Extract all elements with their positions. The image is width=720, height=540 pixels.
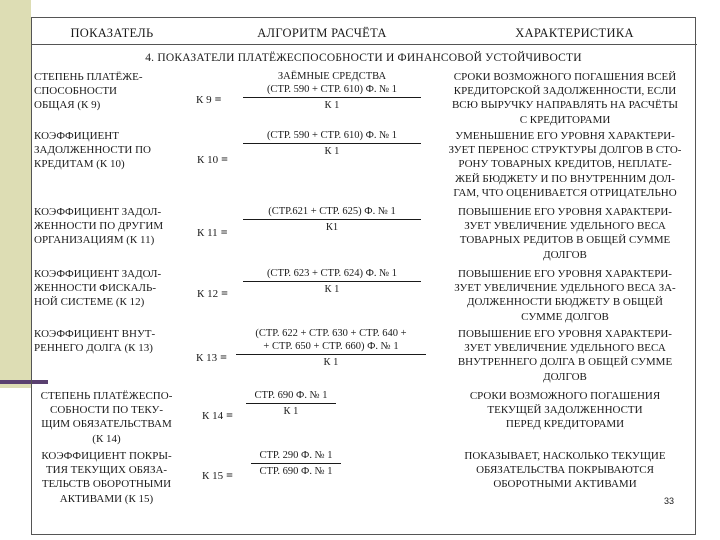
formula-code-label: К 11 [197,227,218,239]
characteristic-line: ГАМ, ЧТО ОЦЕНИВАЕТСЯ ОТРИЦАТЕЛЬНО [453,186,677,199]
numerator-line: (СТР. 590 + СТР. 610) Ф. № 1 [266,130,398,141]
equals-sign: = [220,350,227,364]
characteristic-line: СРОКИ ВОЗМОЖНОГО ПОГАШЕНИЯ ВСЕЙ [453,71,677,83]
indicator-name-line: СТЕПЕНЬ ПЛАТЁЖЕ- [34,71,143,83]
formula-code-label: К 13 [196,352,218,364]
equals-sign: = [221,152,228,166]
formula-numerator [251,449,341,464]
characteristic-line: ВСЮ ВЫРУЧКУ НАПРАВЛЯТЬ НА РАСЧЁТЫ [451,99,679,112]
header-indicator: ПОКАЗАТЕЛЬ [70,25,154,40]
header-divider [32,44,697,45]
formula-fraction [243,267,421,296]
numerator-line: (СТР.621 + СТР. 625) Ф. № 1 [268,206,396,217]
formula-numerator [243,205,421,220]
numerator-line: СТР. 290 Ф. № 1 [259,450,333,461]
indicator-name-line: РЕННЕГО ДОЛГА (К 13) [34,342,153,355]
formula-code [197,152,228,167]
indicator-name-line: КОЭФФИЦИЕНТ ЗАДОЛ- [34,268,162,280]
numerator-line: (СТР. 590 + СТР. 610) Ф. № 1 [266,84,398,95]
numerator-line: СТР. 690 Ф. № 1 [254,390,328,401]
indicator-name-line: ТЕЛЬСТВ ОБОРОТНЫМИ [41,478,172,491]
header-algorithm: АЛГОРИТМ РАСЧЁТА [257,25,387,40]
indicator-name-line: (К 14) [92,432,121,445]
characteristic-line: ОБЯЗАТЕЛЬСТВА ПОКРЫВАЮТСЯ [476,464,654,477]
characteristic-line: ОБОРОТНЫМИ АКТИВАМИ [493,478,637,491]
formula-code [197,286,228,301]
formula-code [202,468,233,483]
formula-fraction [243,205,421,234]
page-number: 33 [664,496,675,506]
characteristic-text [431,129,699,200]
characteristic-line: ЗУЕТ ПЕРЕНОС СТРУКТУРЫ ДОЛГОВ В СТО- [448,144,682,157]
formula-numerator [236,327,426,355]
characteristic-line: УМЕНЬШЕНИЕ ЕГО УРОВНЯ ХАРАКТЕРИ- [455,130,675,142]
characteristic-line: ПОКАЗЫВАЕТ, НАСКОЛЬКО ТЕКУЩИЕ [464,450,666,462]
formula-denominator: К 1 [324,100,340,111]
characteristic-line: С КРЕДИТОРАМИ [519,113,611,126]
characteristic-line: ЗУЕТ УВЕЛИЧЕНИЕ УДЕЛЬНОГО ВЕСА ЗА- [454,282,676,295]
characteristic-line: ЗУЕТ УВЕЛИЧЕНИЕ УДЕЛЬНОГО ВЕСА [464,342,666,355]
formula-numerator [243,267,421,282]
indicator-name-line: КОЭФФИЦИЕНТ [34,130,119,142]
formula-code-label: К 9 [196,94,212,106]
formula-code-label: К 10 [197,154,219,166]
numerator-line: + СТР. 650 + СТР. 660) Ф. № 1 [263,341,399,352]
formula-denominator: К 1 [283,406,299,417]
formula-denominator: СТР. 690 Ф. № 1 [259,466,333,477]
formula-fraction [246,389,336,418]
formula-numerator [243,129,421,144]
formula-fraction [251,449,341,478]
characteristic-line: ЗУЕТ УВЕЛИЧЕНИЕ УДЕЛЬНОГО ВЕСА [464,220,666,233]
indicator-name-line: ЩИМ ОБЯЗАТЕЛЬСТВАМ [41,418,172,431]
formula-fraction [243,129,421,158]
numerator-line: ЗАЁМНЫЕ СРЕДСТВА [277,71,387,82]
formula-code-label: К 15 [202,470,224,482]
indicator-name [34,205,179,248]
characteristic-line: ЖЕЙ БЮДЖЕТУ И ПО ВНУТРЕННИМ ДОЛ- [455,172,675,185]
equals-sign: = [214,92,222,106]
formula-denominator: К 1 [323,357,339,368]
indicator-name-line: КОЭФФИЦИЕНТ ПОКРЫ- [41,450,172,462]
formula-code [197,225,228,240]
left-accent-bar [0,0,31,388]
equals-sign: = [220,225,228,239]
characteristic-line: СРОКИ ВОЗМОЖНОГО ПОГАШЕНИЯ [469,390,661,402]
formula-fraction [243,70,421,112]
indicator-name [34,129,179,172]
characteristic-line: ДОЛГОВ [543,370,587,383]
characteristic-line: РОНУ ТОВАРНЫХ КРЕДИТОВ, НЕПЛАТЕ- [458,158,672,171]
characteristic-line: СУММЕ ДОЛГОВ [521,310,609,323]
characteristic-text [431,205,699,262]
indicator-name-line: КРЕДИТАМ (К 10) [34,158,125,171]
characteristic-line: ПОВЫШЕНИЕ ЕГО УРОВНЯ ХАРАКТЕРИ- [458,268,672,280]
equals-sign: = [221,286,228,300]
indicator-name-line: СПОСОБНОСТИ [34,85,117,98]
indicator-name-line: НОЙ СИСТЕМЕ (К 12) [34,296,145,309]
characteristic-text [431,327,699,384]
characteristic-text [431,267,699,324]
indicator-name-line: ТИЯ ТЕКУЩИХ ОБЯЗА- [45,464,168,477]
section-title: 4. ПОКАЗАТЕЛИ ПЛАТЁЖЕСПОСОБНОСТИ И ФИНАНСОВОЙ УСТОЙЧИВОСТИ [145,52,582,64]
indicator-name-line: АКТИВАМИ (К 15) [59,492,154,505]
formula-numerator [246,389,336,404]
formula-numerator [243,70,421,98]
indicator-name [34,267,179,310]
header-characteristic: ХАРАКТЕРИСТИКА [515,25,634,40]
characteristic-line: ПОВЫШЕНИЕ ЕГО УРОВНЯ ХАРАКТЕРИ- [458,206,672,218]
equals-sign: = [226,408,233,422]
indicator-name [34,449,179,506]
indicator-name-line: ОБЩАЯ (К 9) [34,99,101,112]
indicator-name-line: КОЭФФИЦИЕНТ ВНУТ- [34,328,156,340]
formula-denominator: К1 [325,222,339,233]
formula-code-label: К 12 [197,288,219,300]
characteristic-line: ПОВЫШЕНИЕ ЕГО УРОВНЯ ХАРАКТЕРИ- [458,328,672,340]
formula-code-label: К 14 [202,410,224,422]
characteristic-line: ТОВАРНЫХ РЕДИТОВ В ОБЩЕЙ СУММЕ [459,234,671,247]
formula-code [196,92,221,107]
formula-code [196,350,227,365]
formula-denominator: К 1 [324,284,340,295]
indicator-name-line: КОЭФФИЦИЕНТ ЗАДОЛ- [34,206,162,218]
formula-fraction [236,327,426,369]
characteristic-line: ДОЛЖЕННОСТИ БЮДЖЕТУ В ОБЩЕЙ [467,296,663,309]
formula-denominator: К 1 [324,146,340,157]
indicator-name-line: ЗАДОЛЖЕННОСТИ ПО [34,144,151,157]
characteristic-line: КРЕДИТОРСКОЙ ЗАДОЛЖЕННОСТИ, ЕСЛИ [453,85,677,98]
characteristic-line: ДОЛГОВ [543,248,587,261]
indicator-name [34,389,179,446]
characteristic-line: ВНУТРЕННЕГО ДОЛГА В ОБЩЕЙ СУММЕ [457,356,673,369]
indicator-name-line: ОРГАНИЗАЦИЯМ (К 11) [34,234,155,247]
characteristic-text [431,70,699,127]
formula-code [202,408,233,423]
characteristic-line: ТЕКУЩЕЙ ЗАДОЛЖЕННОСТИ [487,404,643,417]
numerator-line: (СТР. 622 + СТР. 630 + СТР. 640 + [255,328,407,339]
indicator-name-line: ЖЕННОСТИ ПО ДРУГИМ [34,220,164,233]
equals-sign: = [226,468,233,482]
indicator-name [34,327,179,355]
characteristic-line: ПЕРЕД КРЕДИТОРАМИ [505,418,625,431]
indicator-name-line: СТЕПЕНЬ ПЛАТЁЖЕСПО- [40,390,173,402]
characteristic-text [431,389,699,432]
indicator-name-line: СОБНОСТИ ПО ТЕКУ- [49,404,163,417]
characteristic-text [431,449,699,492]
numerator-line: (СТР. 623 + СТР. 624) Ф. № 1 [266,268,398,279]
indicator-name-line: ЖЕННОСТИ ФИСКАЛЬ- [34,282,156,295]
indicator-name [34,70,179,113]
